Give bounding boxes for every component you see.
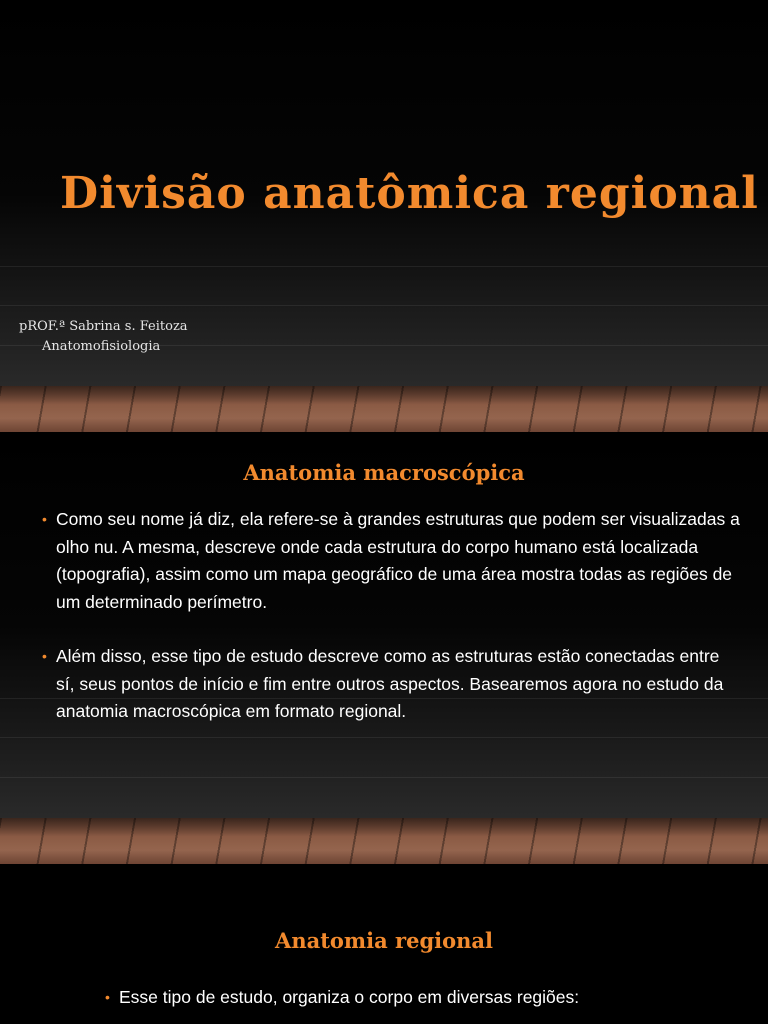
slide-title (0, 0, 768, 432)
bullet-text: Esse tipo de estudo, organiza o corpo em diversas regiões: (119, 987, 580, 1007)
slide-regional-anatomy (0, 864, 768, 1024)
list-item (40, 506, 740, 616)
bullet-list (103, 984, 763, 1012)
slide-heading: Anatomia regional (275, 928, 493, 953)
bullet-icon: • (42, 648, 47, 664)
divider-line (0, 266, 768, 267)
list-item (40, 643, 740, 726)
bullet-text: Além disso, esse tipo de estudo descreve como as estruturas estão conectadas entre sí, seus pontos de início e fim entre outros aspectos. Basearemos agora no estudo da anatomia macroscópica em formato regional. (56, 646, 724, 721)
divider-line (0, 737, 768, 738)
divider-line (0, 305, 768, 306)
slide-macroscopic-anatomy (0, 432, 768, 864)
author-name: pROF.ª Sabrina s. Feitoza (19, 319, 188, 334)
divider-line (0, 777, 768, 778)
wood-floor-image (0, 818, 768, 864)
presentation-title: Divisão anatômica regional (60, 168, 759, 219)
bullet-list (40, 506, 740, 726)
wood-floor-image (0, 386, 768, 432)
course-name: Anatomofisiologia (42, 339, 161, 354)
bullet-text: Como seu nome já diz, ela refere-se à grandes estruturas que podem ser visualizadas a olho nu. A mesma, descreve onde cada estrutura do corpo humano está localizada (topografia), assim como um mapa geográfico de uma área mostra todas as regiões de um determinado perímetro. (56, 509, 740, 612)
list-item (103, 984, 763, 1012)
bullet-icon: • (105, 989, 110, 1005)
slide-heading: Anatomia macroscópica (243, 460, 525, 485)
bullet-icon: • (42, 511, 47, 527)
